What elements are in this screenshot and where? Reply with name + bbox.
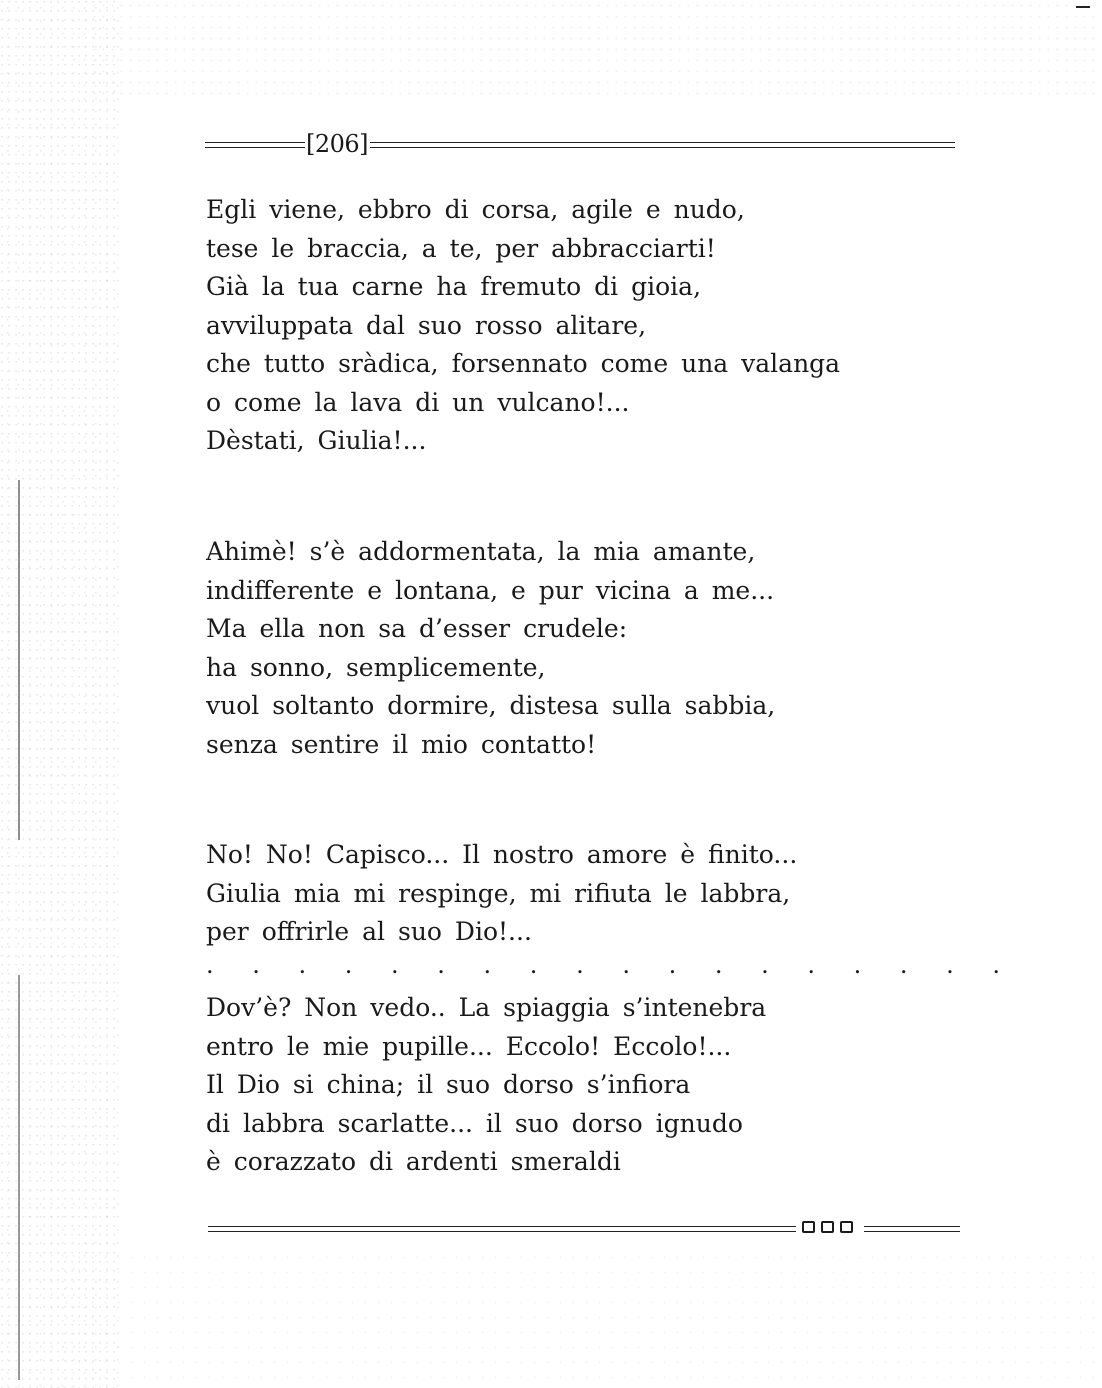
footer-rule-left	[208, 1226, 796, 1232]
poem-line: tese le braccia, a te, per abbracciarti!	[206, 233, 716, 263]
poem-line: vuol soltanto dormire, distesa sulla sabbia,	[206, 691, 776, 720]
poem-line: Dèstati, Giulia!...	[206, 426, 427, 455]
footer-ornament	[802, 1220, 858, 1236]
poem-line: No! No! Capisco... Il nostro amore è finito...	[206, 840, 798, 869]
page-footer	[208, 1220, 960, 1244]
poem-line: avviluppata dal suo rosso alitare,	[206, 310, 647, 340]
scan-noise-bottom	[60, 1250, 1100, 1388]
poem-line: ha sonno, semplicemente,	[206, 652, 546, 682]
poem-line: Egli viene, ebbro di corsa, agile e nudo,	[206, 195, 745, 224]
ornament-square-icon	[802, 1221, 815, 1233]
corner-mark	[1076, 6, 1090, 8]
poem-line: è corazzato di ardenti smeraldi	[206, 1147, 621, 1176]
stanza-2	[206, 533, 775, 764]
page-number: [206]	[306, 130, 369, 158]
ornament-square-icon	[821, 1221, 834, 1233]
ornament-square-icon	[840, 1221, 853, 1233]
header-rule-right	[370, 142, 955, 148]
poem-line: che tutto sràdica, forsennato come una valanga	[206, 349, 841, 378]
scan-noise-top	[90, 0, 1100, 100]
poem-line: Il Dio si china; il suo dorso s’infiora	[206, 1070, 691, 1099]
dotted-separator: . . . . . . . . . . . . . . . . . .	[206, 951, 1016, 979]
footer-rule-right	[864, 1226, 960, 1232]
scan-binding-line	[18, 480, 20, 1380]
stanza-1	[206, 191, 840, 461]
poem-line: di labbra scarlatte... il suo dorso ignudo	[206, 1108, 743, 1138]
header-rule-left	[205, 142, 305, 148]
poem-line: per offrirle al suo Dio!...	[206, 917, 532, 946]
poem-line: Già la tua carne ha fremuto di gioia,	[206, 272, 702, 301]
page-header	[205, 128, 955, 162]
poem-line: indifferente e lontana, e pur vicina a me...	[206, 575, 775, 605]
poem-line: Ma ella non sa d’esser crudele:	[206, 614, 628, 643]
stanza-4	[206, 989, 766, 1182]
poem-line: Dov’è? Non vedo.. La spiaggia s’intenebra	[206, 993, 767, 1022]
poem-line: senza sentire il mio contatto!	[206, 729, 597, 759]
poem-line: Giulia mia mi respinge, mi rifiuta le labbra,	[206, 878, 791, 908]
poem-line: Ahimè! s’è addormentata, la mia amante,	[206, 537, 756, 566]
poem-line: o come la lava di un vulcano!...	[206, 387, 630, 417]
poem-line: entro le mie pupille... Eccolo! Eccolo!...	[206, 1031, 732, 1061]
stanza-3	[206, 836, 797, 952]
